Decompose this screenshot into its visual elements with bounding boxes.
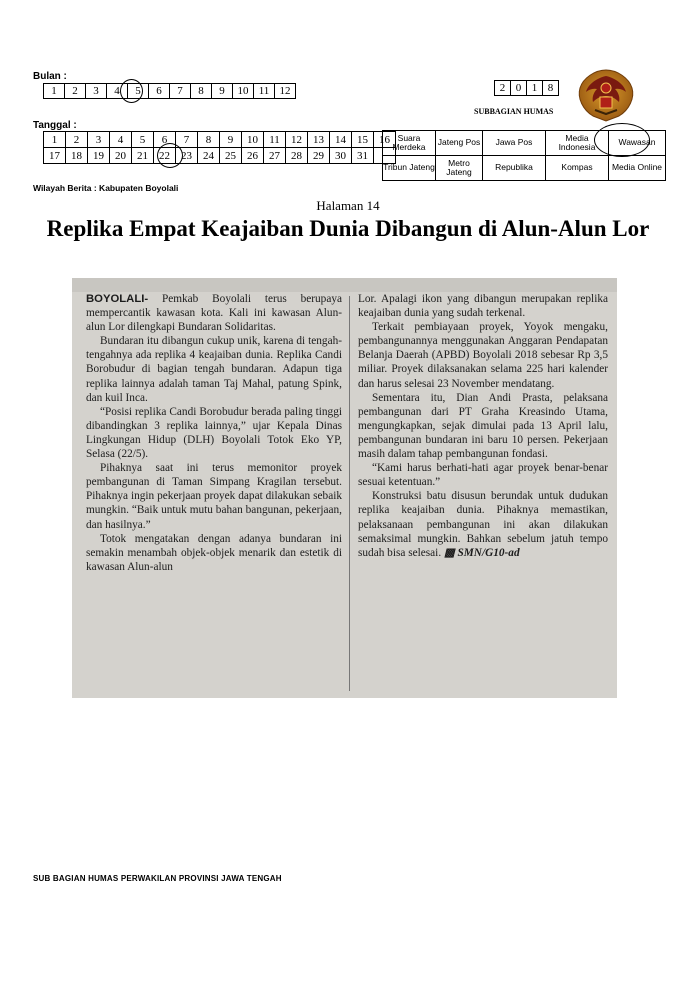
- day-cell: 25: [220, 148, 242, 164]
- media-cell: Wawasan: [609, 131, 666, 156]
- day-cell: 8: [198, 132, 220, 148]
- article-column-right: [358, 292, 608, 560]
- media-cell: Kompas: [546, 156, 609, 181]
- article-paragraph: Sementara itu, Dian Andi Prasta, pelaksana pembangunan dari PT Graha Kreasindo Utama, mengungkapkan, sejak dimulai pada 13 April lalu, pembangunan bundaran ini baru 10 persen. Pekerjaan masih dalam tahap pembangunan fondasi.: [358, 391, 608, 461]
- day-cell: 10: [242, 132, 264, 148]
- day-cell: 4: [110, 132, 132, 148]
- day-cell: 11: [264, 132, 286, 148]
- day-cell: 16: [374, 132, 396, 148]
- day-cell: 3: [88, 132, 110, 148]
- selected-media-circle: [594, 123, 650, 157]
- selected-month-circle: [120, 79, 143, 103]
- day-cell: 26: [242, 148, 264, 164]
- media-cell: Metro Jateng: [436, 156, 483, 181]
- article-paragraph: “Posisi replika Candi Borobudur berada paling tinggi dibandingkan 3 replika lainnya,” ujar Kepala Dinas Lingkungan Hidup (DLH) Boyolali Totok Eko YP, Selasa (22/5).: [86, 405, 342, 461]
- article-column-left: [86, 292, 342, 574]
- month-grid: [43, 83, 296, 99]
- dateline: BOYOLALI-: [86, 293, 149, 305]
- article-paragraph: “Kami harus berhati-hati agar proyek benar-benar sesuai ketentuan.”: [358, 462, 608, 489]
- day-cell: 9: [220, 132, 242, 148]
- month-cell: 1: [44, 84, 65, 99]
- day-cell: 29: [308, 148, 330, 164]
- article-paragraph: Terkait pembiayaan proyek, Yoyok mengaku, pembangunannya menggunakan Anggaran Pendapatan Belanja Daerah (APBD) Boyolali 2018 sebesar Rp 3,5 miliar. Proyek dilaksanakan selama 225 hari kalender dan harus selesai 23 November mendatang.: [358, 321, 608, 390]
- day-cell: 28: [286, 148, 308, 164]
- day-cell: 22: [154, 148, 176, 164]
- year-digit-cell: 0: [511, 81, 527, 96]
- day-cell: 1: [44, 132, 66, 148]
- media-cell: Tribun Jateng: [383, 156, 436, 181]
- day-cell: 19: [88, 148, 110, 164]
- month-cell: 7: [170, 84, 191, 99]
- media-cell: Media Indonesia: [546, 131, 609, 156]
- month-cell: 10: [233, 84, 254, 99]
- month-cell: 12: [275, 84, 296, 99]
- year-digit-cell: 1: [527, 81, 543, 96]
- selected-day-circle: [157, 143, 183, 168]
- article-paragraph: Lor. Apalagi ikon yang dibangun merupakan replika keajaiban dunia yang sudah terkenal.: [358, 293, 608, 320]
- year-digit-cell: 2: [495, 81, 511, 96]
- day-cell: 7: [176, 132, 198, 148]
- day-cell: 20: [110, 148, 132, 164]
- month-cell: 6: [149, 84, 170, 99]
- garuda-emblem-icon: [575, 66, 637, 124]
- article-paragraph: Bundaran itu dibangun cukup unik, karena di tengah-tengahnya ada replika 4 keajaiban dunia. Replika Candi Borobudur di bagian tengah bundaran. Adapun tiga replika lainnya adalah taman Taj Mahal, patung Spink, dan kuil Inca.: [86, 335, 342, 404]
- column-separator: [349, 296, 350, 691]
- article-paragraph: Totok mengatakan dengan adanya bundaran ini semakin menambah objek-objek menarik dan estetik di kawasan Alun-alun: [86, 532, 342, 573]
- day-cell: 17: [44, 148, 66, 164]
- day-cell: 27: [264, 148, 286, 164]
- page-number: Halaman 14: [316, 198, 380, 213]
- month-cell: 5: [128, 84, 149, 99]
- day-cell: 30: [330, 148, 352, 164]
- media-cell: Jateng Pos: [436, 131, 483, 156]
- day-cell: 23: [176, 148, 198, 164]
- day-cell: 21: [132, 148, 154, 164]
- bulan-label: Bulan :: [33, 71, 67, 82]
- media-cell: Jawa Pos: [483, 131, 546, 156]
- year-box: [494, 80, 559, 96]
- day-cell: 15: [352, 132, 374, 148]
- clipping-top-edge: [72, 278, 617, 292]
- day-cell: 12: [286, 132, 308, 148]
- month-cell: 4: [107, 84, 128, 99]
- footer-text: SUB BAGIAN HUMAS PERWAKILAN PROVINSI JAWA TENGAH: [33, 874, 282, 883]
- day-cell: 5: [132, 132, 154, 148]
- tanggal-label: Tanggal :: [33, 120, 77, 131]
- day-cell: 31: [352, 148, 374, 164]
- newspaper-clipping: [72, 278, 617, 698]
- year-digit-cell: 8: [543, 81, 559, 96]
- media-cell: Suara Merdeka: [383, 131, 436, 156]
- wilayah-berita: Wilayah Berita : Kabupaten Boyolali: [33, 183, 179, 193]
- subbagian-humas-label: SUBBAGIAN HUMAS: [474, 107, 554, 116]
- month-cell: 2: [65, 84, 86, 99]
- article-paragraph: Pihaknya saat ini terus memonitor proyek pembangunan di Taman Simpang Kragilan tersebut. Pihaknya ingin pekerjaan proyek dapat dilakukan sebaik mungkin. “Baik untuk mutu bahan bangunan, pekerjaan, dan hasilnya.”: [86, 462, 342, 531]
- article-signature: ▩ SMN/G10-ad: [443, 546, 520, 559]
- day-cell: 14: [330, 132, 352, 148]
- article-paragraph: Konstruksi batu disusun berundak untuk dudukan replika keajaiban dunia. Pihaknya memastikan, pelaksanaan pembangunan ini akan dilakukan semaksimal mungkin. Bahkan sebelum jatuh tempo sudah bisa selesai. ▩ SMN/G10-ad: [358, 490, 608, 559]
- day-grid: [43, 131, 396, 164]
- article-paragraph: BOYOLALI- Pemkab Boyolali terus berupaya mempercantik kawasan kota. Kali ini kawasan Alun-alun Lor dilengkapi Bundaran Solidaritas.: [86, 293, 342, 334]
- month-cell: 3: [86, 84, 107, 99]
- day-cell: 6: [154, 132, 176, 148]
- month-cell: 9: [212, 84, 233, 99]
- media-cell: Republika: [483, 156, 546, 181]
- month-cell: 11: [254, 84, 275, 99]
- month-cell: 8: [191, 84, 212, 99]
- article-title: Replika Empat Keajaiban Dunia Dibangun di Alun-Alun Lor: [46, 216, 650, 241]
- media-cell: Media Online: [609, 156, 666, 181]
- day-cell: 24: [198, 148, 220, 164]
- day-cell: 2: [66, 132, 88, 148]
- day-cell: 18: [66, 148, 88, 164]
- day-cell: 13: [308, 132, 330, 148]
